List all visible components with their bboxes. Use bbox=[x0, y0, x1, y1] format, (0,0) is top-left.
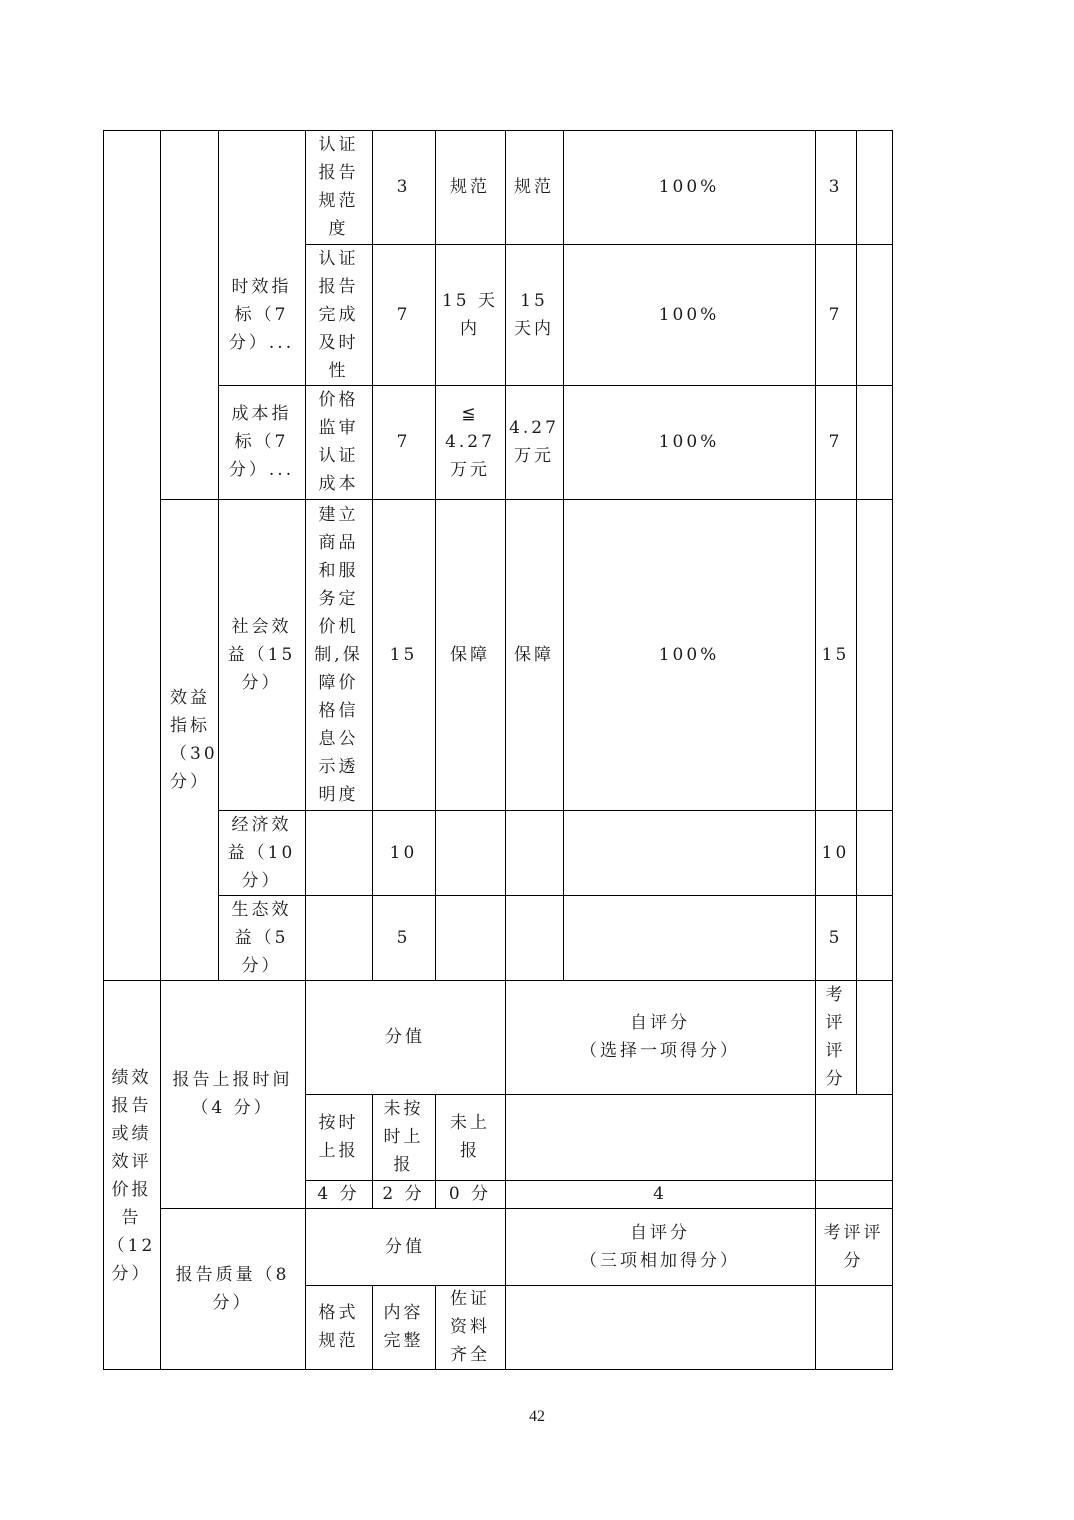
score-cell: 7 bbox=[396, 432, 411, 452]
self-score-value: 4 bbox=[653, 1184, 667, 1204]
option-score: 4 分 bbox=[317, 1184, 360, 1204]
target-cell: 15 天 内 bbox=[441, 290, 499, 339]
score-header: 分值 bbox=[385, 1027, 425, 1047]
self-score-cell: 3 bbox=[828, 177, 843, 197]
rate-cell: 100% bbox=[658, 432, 720, 452]
score-cell: 10 bbox=[389, 842, 418, 863]
target-cell: ≦ 4.27 万元 bbox=[445, 404, 495, 480]
report-time-label: 报告上报时间 （4 分） bbox=[172, 1070, 293, 1118]
rate-cell: 100% bbox=[658, 177, 720, 197]
sub-category-cell: 社会效 益（15 分） bbox=[227, 616, 296, 693]
actual-cell: 规范 bbox=[514, 177, 554, 197]
score-cell: 5 bbox=[396, 927, 411, 948]
page-number: 42 bbox=[529, 1408, 545, 1425]
report-category-cell: 绩效 报告 或绩 效评 价报 告 （12 分） bbox=[107, 1067, 156, 1284]
target-cell: 规范 bbox=[450, 177, 490, 197]
self-score-cell: 7 bbox=[828, 304, 843, 325]
sub-category-cell: 成本指 标（7 分）... bbox=[228, 404, 295, 480]
target-cell: 保障 bbox=[450, 644, 490, 665]
sub-category-cell: 时效指 标（7 分）... bbox=[228, 276, 295, 353]
self-score-cell: 10 bbox=[821, 842, 850, 863]
score-cell: 7 bbox=[396, 304, 411, 325]
option-late: 未按 时上 报 bbox=[383, 1099, 424, 1175]
indicator-cell: 价格 监审 认证 成本 bbox=[318, 390, 359, 494]
actual-cell: 4.27 万元 bbox=[509, 418, 559, 466]
self-score-header: 自评分 （三项相加得分） bbox=[580, 1222, 740, 1271]
option-not-reported: 未上 报 bbox=[450, 1113, 490, 1161]
indicator-cell: 认证 报告 完成 及时 性 bbox=[318, 248, 359, 381]
self-score-header: 自评分 （选择一项得分） bbox=[580, 1013, 740, 1061]
actual-cell: 15 天内 bbox=[514, 290, 554, 339]
option-format: 格式 规范 bbox=[318, 1303, 359, 1351]
score-cell: 3 bbox=[396, 177, 411, 197]
self-score-cell: 5 bbox=[828, 927, 843, 948]
score-cell: 15 bbox=[389, 644, 418, 665]
review-score-header: 考 评 评 分 bbox=[825, 985, 846, 1089]
score-header: 分值 bbox=[385, 1236, 425, 1257]
rate-cell: 100% bbox=[658, 644, 720, 665]
option-score: 0 分 bbox=[448, 1184, 492, 1204]
actual-cell: 保障 bbox=[514, 644, 554, 665]
option-on-time: 按时 上报 bbox=[318, 1113, 359, 1161]
review-score-header: 考评评 分 bbox=[823, 1222, 884, 1271]
indicator-cell: 认证 报告 规范 度 bbox=[318, 135, 359, 239]
rate-cell: 100% bbox=[658, 304, 720, 325]
sub-category-cell: 生态效 益（5 分） bbox=[231, 899, 292, 976]
option-evidence: 佐证 资料 齐全 bbox=[450, 1289, 490, 1365]
benefit-category-cell: 效益 指标 （30 分） bbox=[170, 687, 218, 792]
indicator-cell: 建立 商品 和服 务定 价机 制,保 障价 格信 息公 示透 明度 bbox=[314, 504, 363, 805]
option-content: 内容 完整 bbox=[383, 1303, 424, 1351]
self-score-cell: 15 bbox=[821, 644, 850, 665]
self-score-cell: 7 bbox=[828, 432, 843, 452]
option-score: 2 分 bbox=[382, 1184, 425, 1204]
sub-category-cell: 经济效 益（10 分） bbox=[227, 814, 296, 891]
report-quality-label: 报告质量（8 分） bbox=[175, 1264, 290, 1313]
